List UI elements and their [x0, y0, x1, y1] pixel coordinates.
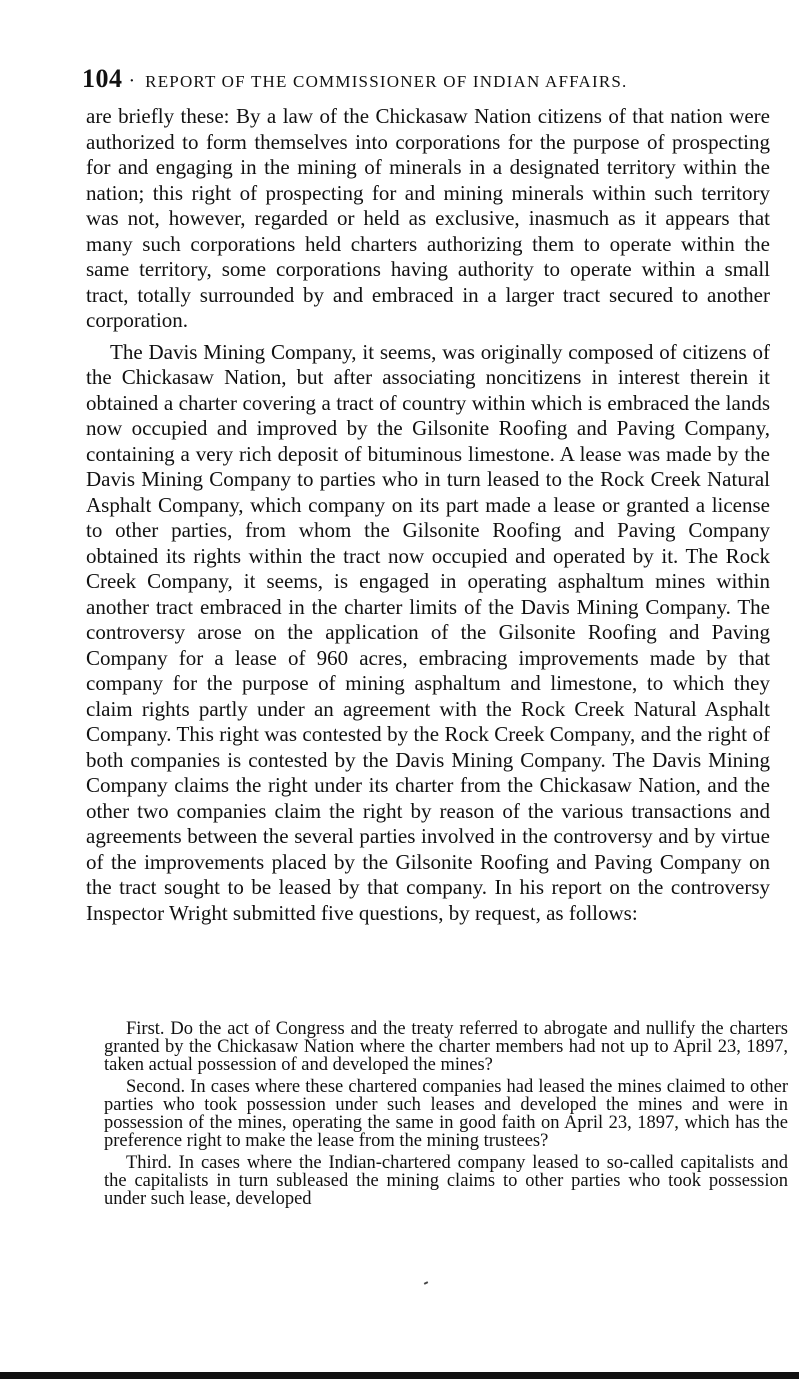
page-header — [82, 64, 772, 100]
paragraph-davis-mining: The Davis Mining Company, it seems, was originally composed of citizens of the Chickasaw Nation, but after associating noncitizens in interest therein it obtained a charter covering a tract of country within which is embraced the lands now occupied and improved by the Gilsonite Roofing and Paving Company, containing a very rich deposit of bituminous limestone. A lease was made by the Davis Mining Company to parties who in turn leased to the Rock Creek Natural Asphalt Company, which company on its part made a lease or granted a license to other parties, from whom the Gilsonite Roofing and Paving Company obtained its rights within the tract now occupied and operated by it. The Rock Creek Company, it seems, is engaged in operating asphaltum mines within another tract embraced in the charter limits of the Davis Mining Company. The controversy arose on the application of the Gilsonite Roofing and Paving Company for a lease of 960 acres, embracing improvements made by that company for the purpose of mining asphaltum and limestone, to which they claim rights partly under an agreement with the Rock Creek Natural Asphalt Company. This right was contested by the Rock Creek Company, and the right of both companies is contested by the Davis Mining Company. The Davis Mining Company claims the right under its charter from the Chickasaw Nation, and the other two companies claim the right by reason of the various transactions and agreements between the several parties involved in the controversy and by virtue of the improvements placed by the Gilsonite Roofing and Paving Company on the tract sought to be leased by that company. In his report on the controversy Inspector Wright submitted five questions, by request, as follows: — [86, 339, 770, 925]
question-second: Second. In cases where these chartered companies had leased the mines claimed to other parties who took possession under such leases and developed the mines and were in possession of the mines, operating the same in good faith on April 23, 1897, which has the preference right to make the lease from the mining trustees? — [104, 1077, 788, 1151]
scan-bottom-border — [0, 1372, 799, 1379]
page-number: 104 — [82, 64, 123, 93]
running-title: REPORT OF THE COMMISSIONER OF INDIAN AFFAIRS. — [145, 72, 628, 91]
header-separator: · — [128, 70, 136, 92]
body-text — [86, 104, 770, 926]
paragraph-continued: are briefly these: By a law of the Chickasaw Nation citizens of that nation were authorized to form themselves into corporations for the purpose of prospecting for and engaging in the mining of minerals in a designated territory within the nation; this right of prospecting for and mining minerals within such territory was not, however, regarded or held as exclusive, inasmuch as it appears that many such corporations held charters authorizing them to operate within the same territory, some corporations having authority to operate within a small tract, totally surrounded by and embraced in a larger tract secured to another corporation. — [86, 104, 770, 332]
questions-block — [104, 1020, 788, 1208]
scan-speck — [424, 1281, 428, 1285]
question-third: Third. In cases where the Indian-chartered company leased to so-called capitalists and the capitalists in turn subleased the mining claims to other parties who took possession under such lease, developed — [104, 1153, 788, 1209]
question-first: First. Do the act of Congress and the treaty referred to abrogate and nullify the charters granted by the Chickasaw Nation where the charter members had not up to April 23, 1897, taken actual possession of and developed the mines? — [104, 1019, 788, 1075]
